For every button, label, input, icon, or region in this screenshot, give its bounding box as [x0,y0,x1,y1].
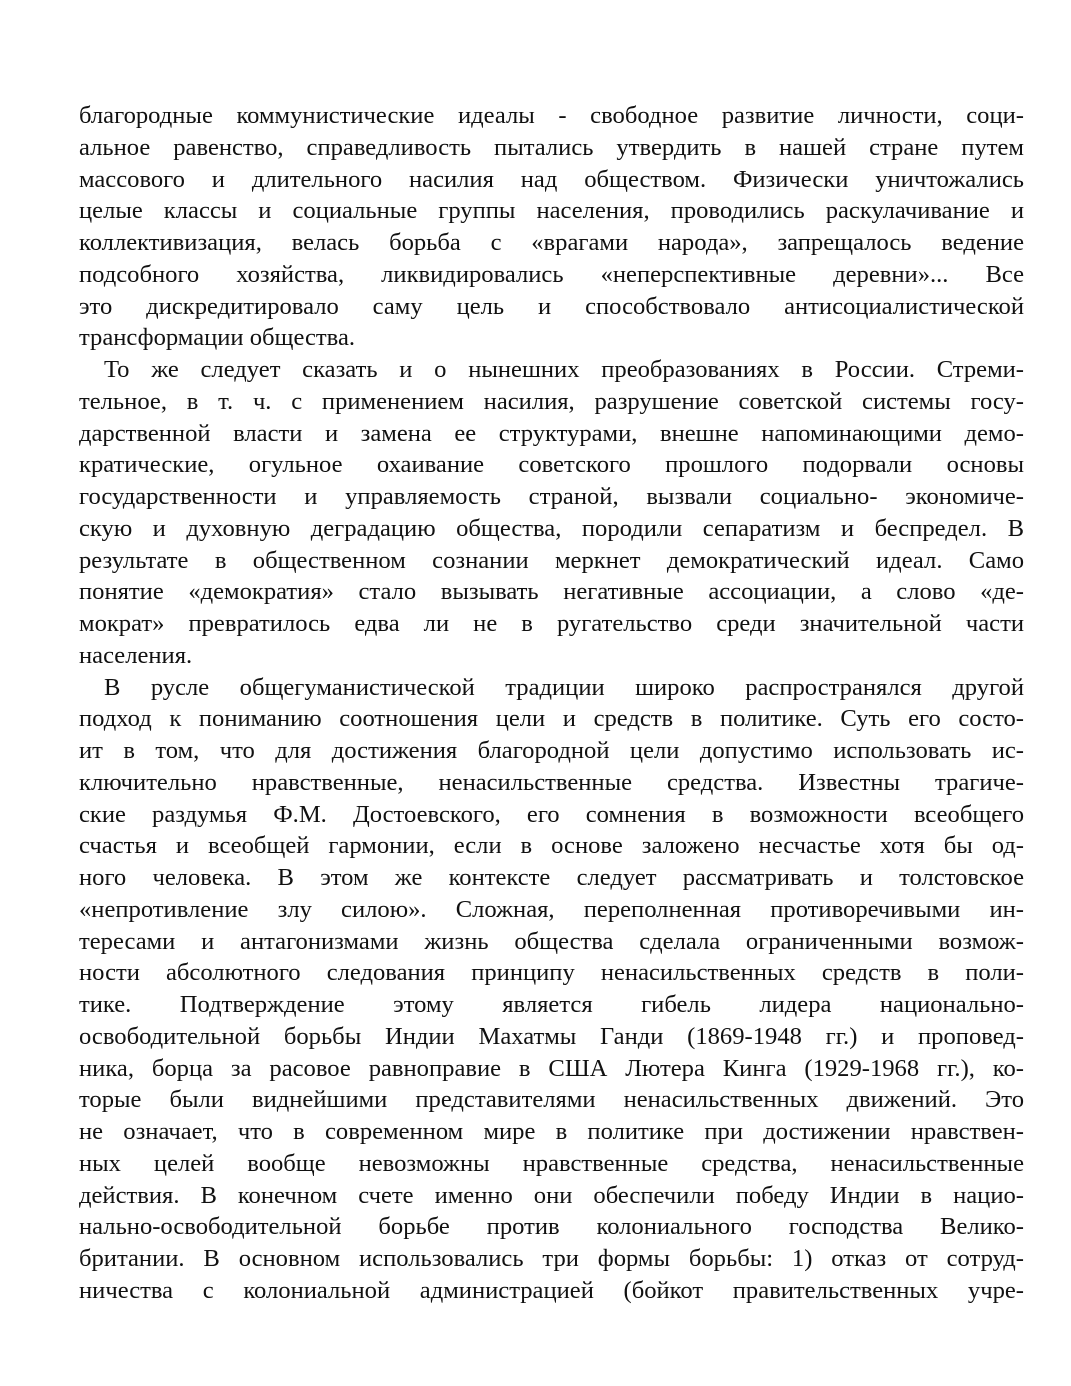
text-line: кратические, огульное охаивание советского прошлого подорвали основы [79,451,1024,479]
text-line: «непротивление злу силою». Сложная, переполненная противоречивыми ин- [79,895,1024,923]
text-line: ничества с колониальной администрацией (бойкот правительственных учре- [79,1276,1024,1304]
text-line: счастья и всеобщей гармонии, если в основе заложено несчастье хотя бы од- [79,832,1024,860]
text-line: понятие «демократия» стало вызывать негативные ассоциации, а слово «де- [79,578,1024,606]
text-line: населения. [79,641,193,669]
text-line: массового и длительного насилия над обществом. Физически уничтожались [79,165,1024,193]
text-line: трансформации общества. [79,324,356,352]
text-line: коллективизация, велась борьба с «врагами народа», запрещалось ведение [79,229,1024,256]
paragraph-3 [79,672,1024,1307]
text-line: благородные коммунистические идеалы - свободное развитие личности, соци- [79,102,1024,129]
text-line: нально-освободительной борьбе против колониального господства Велико- [79,1213,1024,1241]
text-line: подход к пониманию соотношения цели и средств в политике. Суть его состо- [79,705,1024,733]
paragraph-2 [79,354,1024,672]
text-line: ские раздумья Ф.М. Достоевского, его сомнения в возможности всеобщего [79,800,1024,828]
text-line: ных целей вообще невозможны нравственные средства, ненасильственные [79,1149,1024,1177]
text-line: тике. Подтверждение этому является гибель лидера национально- [79,991,1024,1018]
text-line: подсобного хозяйства, ликвидировались «неперспективные деревни»... Все [79,260,1024,288]
text-line: тельное, в т. ч. с применением насилия, разрушение советской системы госу- [79,387,1024,415]
text-line: ного человека. В этом же контексте следует рассматривать и толстовское [79,864,1024,891]
text-line: государственности и управляемость страной, вызвали социально- экономиче- [79,483,1024,510]
text-line: целые классы и социальные группы населения, проводились раскулачивание и [79,197,1024,225]
text-line: это дискредитировало саму цель и способствовало антисоциалистической [79,292,1024,320]
text-line: действия. В конечном счете именно они обеспечили победу Индии в нацио- [79,1181,1024,1209]
text-line: освободительной борьбы Индии Махатмы Ганди (1869-1948 гг.) и проповед- [79,1022,1024,1050]
text-line: ключительно нравственные, ненасильственные средства. Известны трагиче- [79,768,1024,796]
text-line: не означает, что в современном мире в политике при достижении нравствен- [79,1118,1024,1145]
text-line: результате в общественном сознании меркнет демократический идеал. Само [79,546,1024,574]
text-line: То же следует сказать и о нынешних преобразованиях в России. Стреми- [104,356,1024,383]
text-line: скую и духовную деградацию общества, породили сепаратизм и беспредел. В [79,514,1024,542]
text-line: мократ» превратилось едва ли не в ругательство среди значительной части [79,610,1024,637]
text-line: дарственной власти и замена ее структурами, внешне напоминающими демо- [79,419,1024,447]
text-line: торые были виднейшими представителями ненасильственных движений. Это [79,1086,1024,1114]
text-line: ности абсолютного следования принципу ненасильственных средств в поли- [79,959,1024,987]
text-line: В русле общегуманистической традиции широко распространялся другой [104,673,1024,701]
text-line: ника, борца за расовое равноправие в США Лютера Кинга (1929-1968 гг.), ко- [79,1054,1024,1082]
text-line: ит в том, что для достижения благородной цели допустимо использовать ис- [79,737,1024,764]
document-page [79,100,1024,1307]
paragraph-1 [79,100,1024,354]
text-line: альное равенство, справедливость пытались утвердить в нашей стране путем [79,133,1024,161]
text-line: тересами и антагонизмами жизнь общества сделала ограниченными возмож- [79,927,1024,955]
text-line: британии. В основном использовались три формы борьбы: 1) отказ от сотруд- [79,1245,1024,1272]
